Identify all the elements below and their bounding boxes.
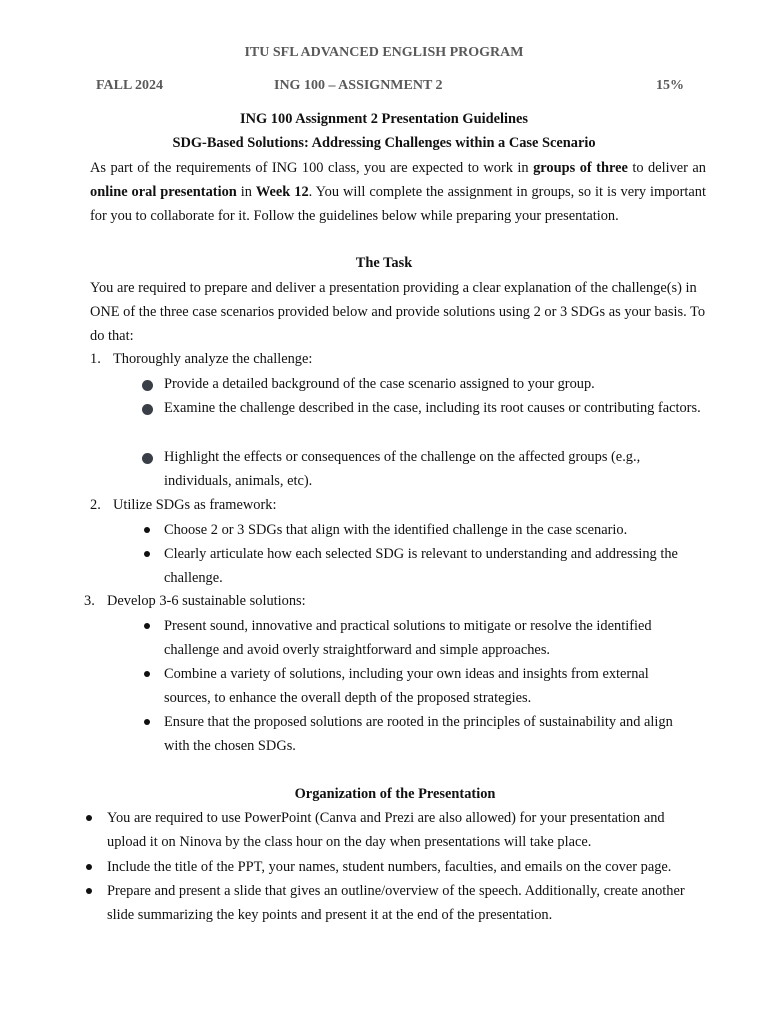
list-item: Combine a variety of solutions, including your own ideas and insights from external sources, to enhance the overall depth of the proposed strategies. [164,666,649,707]
presentation-type-emphasis: online oral presentation [90,184,237,200]
list-item: Prepare and present a slide that gives an outline/overview of the speech. Additionally, create another slide summarizing the key points and present it at the end of the presentation. [107,883,685,924]
step-label: Utilize SDGs as framework: [113,497,277,513]
list-item: Include the title of the PPT, your names, student numbers, faculties, and emails on the cover page. [107,859,672,875]
bullet-icon [144,527,150,533]
bullet-icon [144,623,150,629]
bullet-icon [86,864,92,870]
program-name: ITU SFL ADVANCED ENGLISH PROGRAM [244,45,524,60]
list-item: Examine the challenge described in the case, including its root causes or contributing factors. [164,400,701,416]
group-size-emphasis: groups of three [533,160,628,176]
intro-paragraph: As part of the requirements of ING 100 class, you are expected to work in groups of three to deliver an online oral presentation in Week 12. You will complete the assignment in groups, so it is very important for you to collaborate for it. Follow the guidelines below while preparing your presentation. [90,160,707,224]
bullet-icon [86,815,92,821]
step-number: 2. [90,497,101,513]
step-label: Thoroughly analyze the challenge: [113,351,313,367]
list-item: Highlight the effects or consequences of the challenge on the affected groups (e.g., individuals, animals, etc). [164,449,641,490]
step-number: 3. [84,593,95,609]
document-subtitle: SDG-Based Solutions: Addressing Challenges within a Case Scenario [172,135,596,151]
organization-heading: Organization of the Presentation [294,786,496,802]
step-number: 1. [90,351,101,367]
list-item: You are required to use PowerPoint (Canva and Prezi are also allowed) for your presentation and upload it on Ninova by the class hour on the day when presentations will take place. [107,810,665,851]
term-label: FALL 2024 [96,78,164,93]
list-item: Ensure that the proposed solutions are rooted in the principles of sustainability and align with the chosen SDGs. [164,714,673,755]
list-item: Provide a detailed background of the case scenario assigned to your group. [164,376,595,392]
bullet-icon [142,453,153,464]
assignment-label: ING 100 – ASSIGNMENT 2 [274,78,443,93]
bullet-icon [142,380,153,391]
bullet-icon [144,551,150,557]
bullet-icon [144,719,150,725]
document-title: ING 100 Assignment 2 Presentation Guidelines [240,111,528,127]
list-item: Choose 2 or 3 SDGs that align with the identified challenge in the case scenario. [164,522,628,538]
list-item: Clearly articulate how each selected SDG is relevant to understanding and addressing the challenge. [164,546,678,587]
bullet-icon [86,888,92,894]
task-paragraph: You are required to prepare and deliver a presentation providing a clear explanation of the challenge(s) in ONE of the three case scenarios provided below and provide solutions using 2 or 3 SDGs as your basis. To do that: [90,280,706,344]
weight-label: 15% [656,78,684,93]
task-heading: The Task [355,255,413,271]
week-emphasis: Week 12 [255,184,309,200]
bullet-icon [142,404,153,415]
bullet-icon [144,671,150,677]
step-label: Develop 3-6 sustainable solutions: [107,593,306,609]
list-item: Present sound, innovative and practical solutions to mitigate or resolve the identified challenge and avoid overly straightforward and simple approaches. [164,618,652,659]
